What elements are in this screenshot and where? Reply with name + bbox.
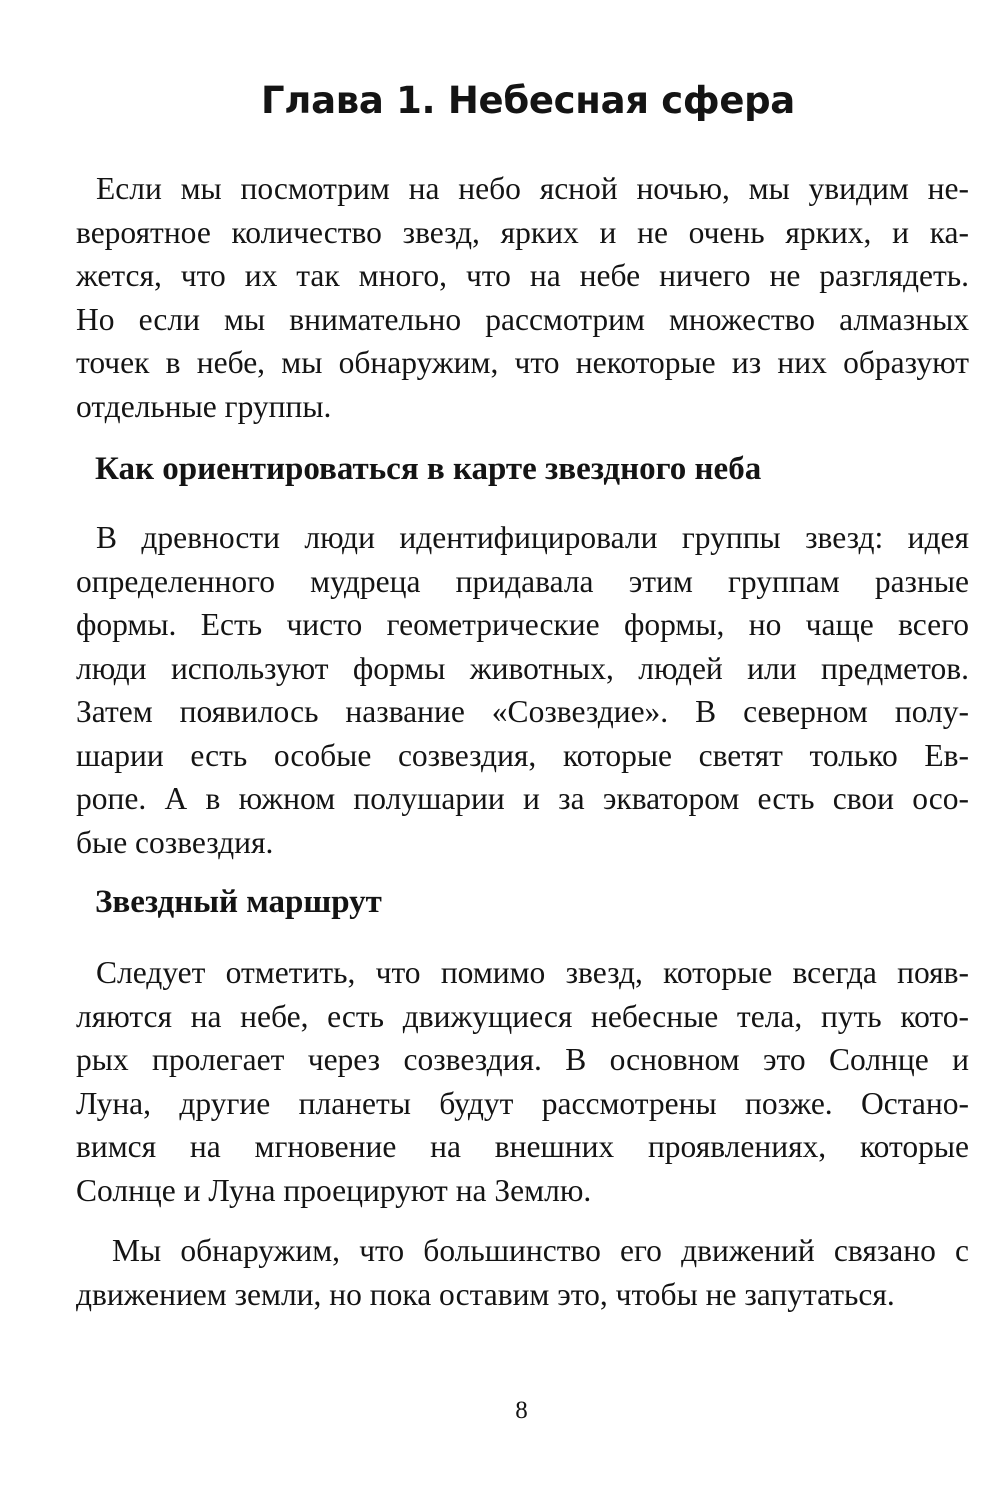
text-line: шарии есть особые созвездия, которые светят только Ев-	[76, 737, 969, 773]
text-line: ляются на небе, есть движущиеся небесные тела, путь кото-	[76, 998, 969, 1034]
section-heading-orientation: Как ориентироваться в карте звездного неба	[95, 451, 762, 487]
text-line: вимся на мгновение на внешних проявлениях, которые	[76, 1129, 969, 1164]
section-heading-route: Звездный маршрут	[95, 884, 382, 920]
text-line: Следует отметить, что помимо звезд, которые всегда появ-	[96, 955, 969, 990]
page-number: 8	[515, 1397, 528, 1424]
text-line: точек в небе, мы обнаружим, что некоторые из них образуют	[76, 345, 969, 380]
text-line: Если мы посмотрим на небо ясной ночью, мы увидим не-	[96, 171, 969, 206]
closing-paragraph	[76, 1229, 969, 1316]
text-line: бые созвездия.	[76, 824, 274, 860]
text-line: вероятное количество звезд, ярких и не очень ярких, и ка-	[76, 214, 969, 250]
text-line: ропе. А в южном полушарии и за экватором есть свои осо-	[76, 781, 969, 816]
text-line: жется, что их так много, что на небе ничего не разглядеть.	[76, 258, 969, 293]
text-line: Луна, другие планеты будут рассмотрены позже. Остано-	[76, 1085, 969, 1121]
text-line: Затем появилось название «Созвездие». В северном полу-	[76, 694, 969, 729]
text-line: Солнце и Луна проецируют на Землю.	[76, 1172, 592, 1208]
text-line: определенного мудреца придавала этим группам разные	[76, 563, 969, 599]
text-line: формы. Есть чисто геометрические формы, но чаще всего	[76, 607, 969, 642]
orientation-paragraph	[76, 516, 969, 864]
text-line: отдельные группы.	[76, 388, 332, 424]
chapter-title: Глава 1. Небесная сфера	[261, 79, 795, 122]
text-line: люди используют формы животных, людей или предметов.	[76, 650, 969, 686]
text-line: Мы обнаружим, что большинство его движений связано с	[112, 1233, 969, 1268]
intro-paragraph	[76, 167, 969, 428]
text-line: В древности люди идентифицировали группы звезд: идея	[96, 520, 969, 555]
route-paragraph	[76, 951, 969, 1212]
text-line: движением земли, но пока оставим это, чтобы не запутаться.	[76, 1276, 895, 1312]
text-line: Но если мы внимательно рассмотрим множество алмазных	[76, 301, 969, 337]
text-line: рых пролегает через созвездия. В основном это Солнце и	[76, 1042, 969, 1077]
